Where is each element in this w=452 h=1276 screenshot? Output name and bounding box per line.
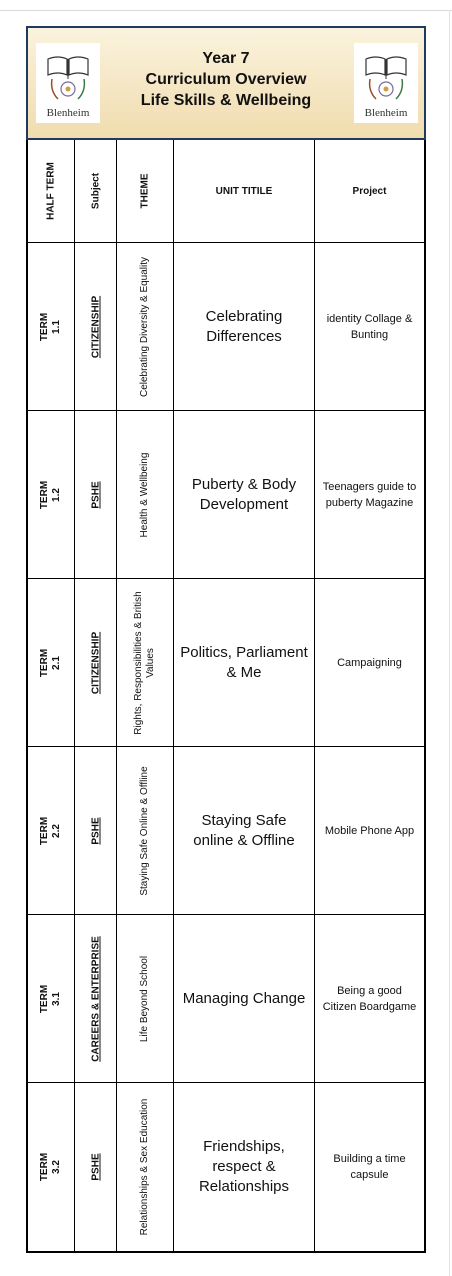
half-term-cell <box>28 243 75 411</box>
title-year: Year 7 <box>202 50 250 67</box>
title-subject: Life Skills & Wellbeing <box>140 92 312 109</box>
half-term-cell <box>28 1083 75 1251</box>
half-term-label: TERM 1.1 <box>39 312 62 341</box>
theme-label: Life Beyond School <box>139 955 150 1042</box>
half-term-label: TERM 1.2 <box>39 480 62 509</box>
subject-cell <box>75 915 117 1083</box>
subject-label: PSHE <box>90 816 101 845</box>
project-cell: Mobile Phone App <box>315 747 424 915</box>
school-logo-right <box>354 43 418 123</box>
column-header-unit-title: UNIT TITILE <box>174 140 315 243</box>
theme-cell <box>117 243 174 411</box>
theme-label: Rights, Responsibilities & British Values <box>133 590 156 735</box>
theme-label: Relationships & Sex Education <box>139 1098 150 1236</box>
subject-cell <box>75 243 117 411</box>
unit-title-cell: Staying Safe online & Offline <box>174 747 315 915</box>
column-header-theme <box>117 140 174 243</box>
logo-wordmark: Blenheim <box>364 107 408 119</box>
page-title <box>108 48 344 111</box>
project-cell: Teenagers guide to puberty Magazine <box>315 411 424 579</box>
project-cell: Campaigning <box>315 579 424 747</box>
subject-cell <box>75 747 117 915</box>
column-header-label: HALF TERM <box>45 162 57 220</box>
half-term-cell <box>28 747 75 915</box>
subject-label: CITIZENSHIP <box>90 631 101 694</box>
theme-cell <box>117 1083 174 1251</box>
half-term-label: TERM 2.1 <box>39 648 62 677</box>
half-term-cell <box>28 411 75 579</box>
subject-cell <box>75 411 117 579</box>
theme-label: Staying Safe Online & Offline <box>139 765 150 896</box>
theme-label: Health & Wellbeing <box>139 452 150 537</box>
half-term-cell <box>28 915 75 1083</box>
column-header-label: THEME <box>139 173 151 209</box>
open-book-crest-icon <box>362 49 410 105</box>
page-top-rule <box>0 10 452 11</box>
open-book-crest-icon <box>44 49 92 105</box>
subject-label: CITIZENSHIP <box>90 295 101 358</box>
logo-wordmark: Blenheim <box>46 107 90 119</box>
unit-title-cell: Celebrating Differences <box>174 243 315 411</box>
theme-label: Celebrating Diversity & Equality <box>139 256 150 397</box>
school-logo-left <box>36 43 100 123</box>
unit-title-cell: Friendships, respect & Relationships <box>174 1083 315 1251</box>
column-header-subject <box>75 140 117 243</box>
curriculum-table <box>26 140 426 1253</box>
theme-cell <box>117 915 174 1083</box>
project-cell: identity Collage & Bunting <box>315 243 424 411</box>
header-banner <box>26 26 426 140</box>
half-term-cell <box>28 579 75 747</box>
subject-cell <box>75 1083 117 1251</box>
column-header-label: Subject <box>90 172 101 210</box>
half-term-label: TERM 3.2 <box>39 1152 62 1182</box>
project-cell: Being a good Citizen Boardgame <box>315 915 424 1083</box>
unit-title-cell: Managing Change <box>174 915 315 1083</box>
subject-cell <box>75 579 117 747</box>
unit-title-cell: Politics, Parliament & Me <box>174 579 315 747</box>
unit-title-cell: Puberty & Body Development <box>174 411 315 579</box>
half-term-label: TERM 3.1 <box>39 984 62 1013</box>
column-header-half-term <box>28 140 75 243</box>
half-term-label: TERM 2.2 <box>39 816 62 845</box>
theme-cell <box>117 579 174 747</box>
subject-label: CAREERS & ENTERPRISE <box>90 935 101 1062</box>
subject-label: PSHE <box>90 480 101 509</box>
theme-cell <box>117 747 174 915</box>
theme-cell <box>117 411 174 579</box>
subject-label: PSHE <box>90 1153 101 1181</box>
title-overview: Curriculum Overview <box>145 71 307 88</box>
project-cell: Building a time capsule <box>333 1153 406 1181</box>
column-header-project: Project <box>315 140 424 243</box>
page-right-rule <box>449 10 450 1276</box>
